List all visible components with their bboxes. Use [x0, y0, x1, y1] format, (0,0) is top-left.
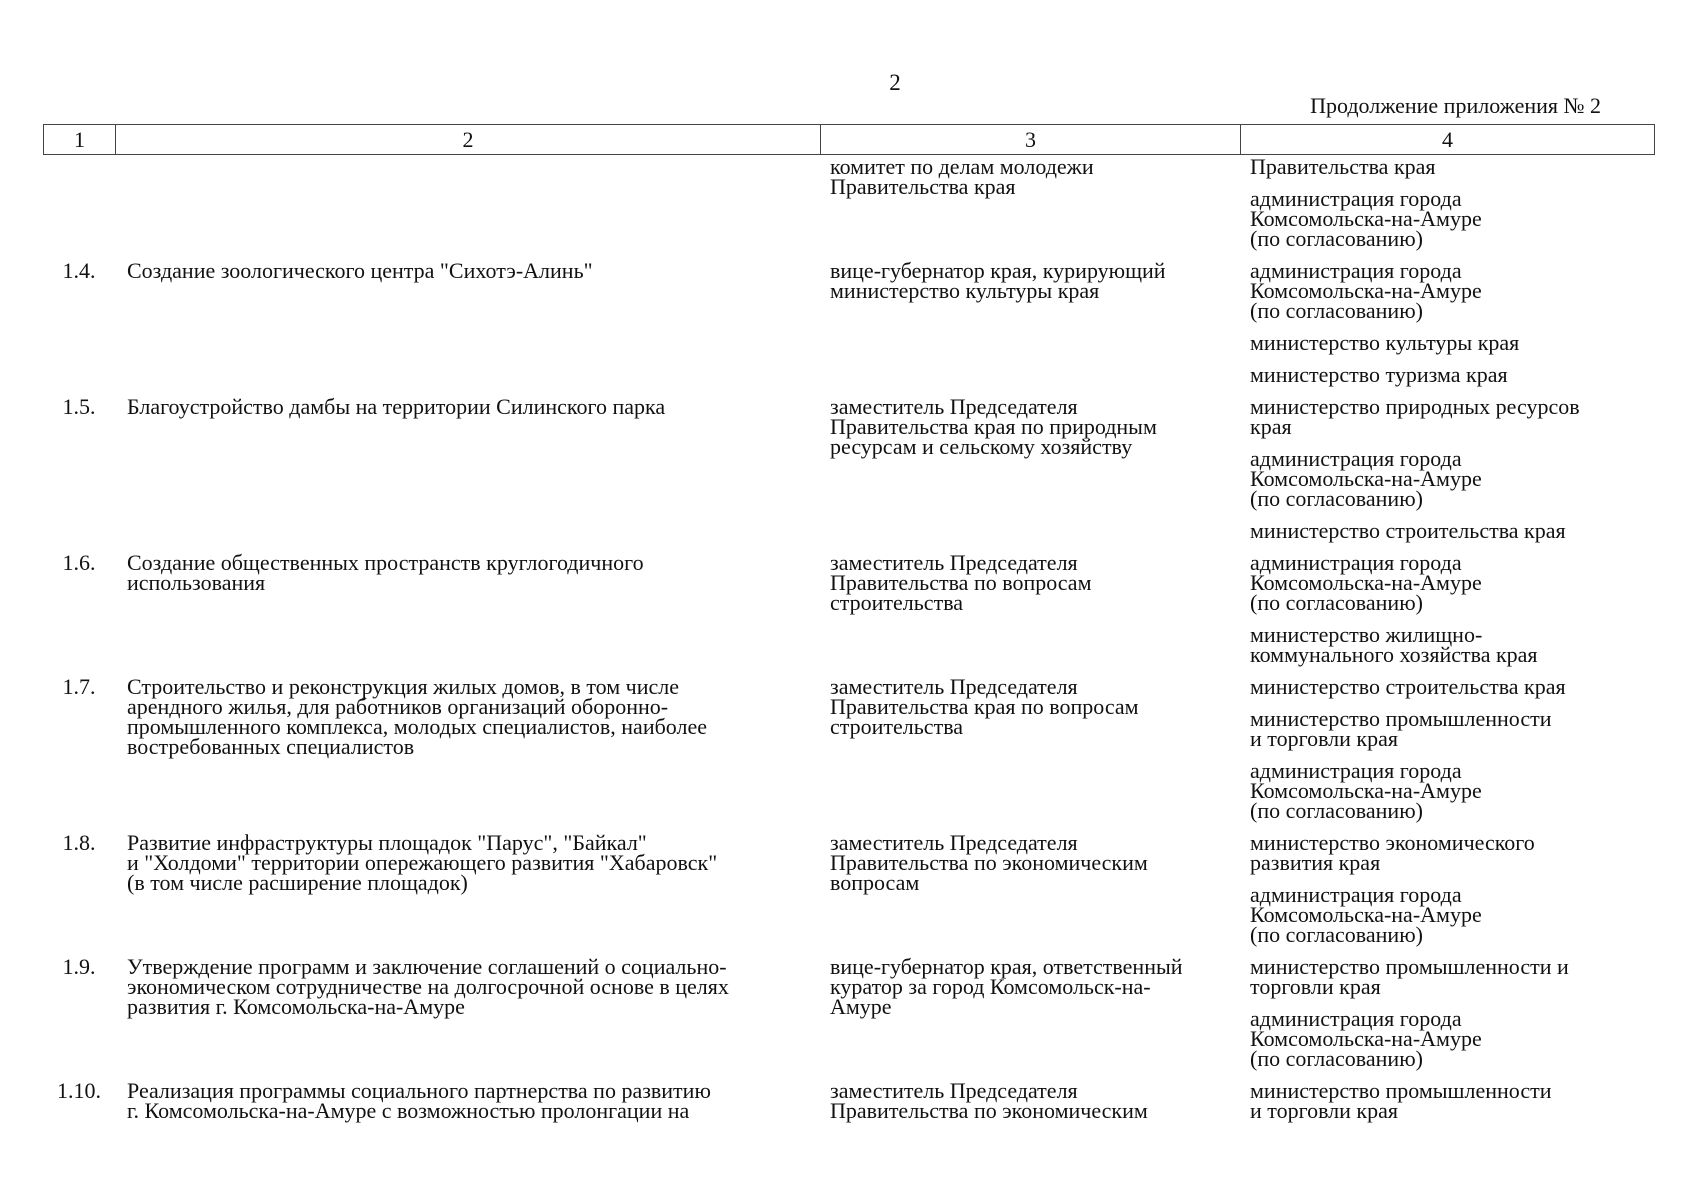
executor-line: края [1250, 414, 1292, 439]
responsible-official [820, 394, 1240, 459]
responsible-official [820, 830, 1240, 895]
responsible-line: ресурсам и сельскому хозяйству [830, 434, 1133, 459]
responsible-line: заместитель Председателя [830, 674, 1078, 699]
executor-line: (по согласованию) [1250, 798, 1423, 823]
responsible-official [820, 1078, 1240, 1123]
page-number: 2 [889, 70, 901, 95]
executor-line: и торговли края [1250, 1098, 1398, 1123]
executors [1240, 954, 1655, 1071]
item-name-line: и "Холдоми" территории опережающего развития "Хабаровск" [127, 850, 718, 875]
responsible-line: заместитель Председателя [830, 550, 1078, 575]
header-col-2: 2 [116, 125, 821, 154]
item-name [115, 674, 820, 759]
executor-line: министерство строительства края [1250, 674, 1566, 699]
item-name [115, 394, 820, 419]
executor-entry [1250, 830, 1645, 875]
responsible-official [820, 674, 1240, 739]
executor-line: администрация города [1250, 186, 1462, 211]
item-name [115, 1078, 820, 1123]
executors [1240, 394, 1655, 543]
executor-entry [1250, 394, 1645, 439]
item-name [115, 830, 820, 895]
executor-line: министерство культуры края [1250, 330, 1520, 355]
executor-entry [1250, 154, 1645, 179]
responsible-line: куратор за город Комсомольск-на- [830, 974, 1151, 999]
table-row [43, 154, 1655, 251]
executor-entry [1250, 1006, 1645, 1071]
executor-line: администрация города [1250, 446, 1462, 471]
item-name-line: г. Комсомольска-на-Амуре с возможностью пролонгации на [127, 1098, 690, 1123]
item-name-line: Развитие инфраструктуры площадок "Парус", "Байкал" [127, 830, 647, 855]
responsible-line: комитет по делам молодежи [830, 154, 1094, 179]
executor-entry [1250, 758, 1645, 823]
item-name-line: (в том числе расширение площадок) [127, 870, 468, 895]
executor-line: администрация города [1250, 1006, 1462, 1031]
item-number: 1.9. [62, 954, 96, 979]
item-number: 1.7. [62, 674, 96, 699]
table-row [43, 258, 1655, 387]
responsible-official [820, 154, 1240, 199]
executor-line: Комсомольска-на-Амуре [1250, 466, 1482, 491]
table-row [43, 550, 1655, 667]
executors [1240, 258, 1655, 387]
responsible-official [820, 550, 1240, 615]
item-number: 1.5. [62, 394, 96, 419]
executor-entry [1250, 330, 1645, 355]
executor-line: развития края [1250, 850, 1381, 875]
responsible-line: строительства [830, 714, 964, 739]
executor-line: (по согласованию) [1250, 1046, 1423, 1071]
responsible-line: Правительства края по вопросам [830, 694, 1139, 719]
item-name-line: экономическом сотрудничестве на долгосрочной основе в целях [127, 974, 729, 999]
executor-entry [1250, 550, 1645, 615]
item-number: 1.6. [62, 550, 96, 575]
executor-line: министерство туризма края [1250, 362, 1508, 387]
executor-line: министерство промышленности и [1250, 954, 1569, 979]
executor-line: Комсомольска-на-Амуре [1250, 206, 1482, 231]
executor-entry [1250, 706, 1645, 751]
executor-line: торговли края [1250, 974, 1381, 999]
executor-line: Комсомольска-на-Амуре [1250, 902, 1482, 927]
table-row [43, 830, 1655, 947]
item-name-line: использования [127, 570, 266, 595]
responsible-line: Правительства по вопросам [830, 570, 1092, 595]
responsible-line: строительства [830, 590, 964, 615]
header-col-3: 3 [821, 125, 1241, 154]
executor-entry [1250, 1078, 1645, 1123]
executors [1240, 674, 1655, 823]
executors [1240, 1078, 1655, 1123]
item-name-line: Реализация программы социального партнерства по развитию [127, 1078, 711, 1103]
table-row [43, 1078, 1655, 1123]
executor-line: Комсомольска-на-Амуре [1250, 570, 1482, 595]
executor-entry [1250, 362, 1645, 387]
responsible-line: заместитель Председателя [830, 1078, 1078, 1103]
executor-line: (по согласованию) [1250, 486, 1423, 511]
table-row [43, 954, 1655, 1071]
executor-line: министерство строительства края [1250, 518, 1566, 543]
executor-entry [1250, 674, 1645, 699]
executor-line: администрация города [1250, 758, 1462, 783]
executor-entry [1250, 258, 1645, 323]
executor-entry [1250, 954, 1645, 999]
table-row [43, 674, 1655, 823]
responsible-line: заместитель Председателя [830, 830, 1078, 855]
responsible-line: вице-губернатор края, ответственный [830, 954, 1183, 979]
executor-entry [1250, 622, 1645, 667]
executor-line: (по согласованию) [1250, 590, 1423, 615]
executor-line: Комсомольска-на-Амуре [1250, 1026, 1482, 1051]
executor-line: (по согласованию) [1250, 298, 1423, 323]
executor-line: Комсомольска-на-Амуре [1250, 778, 1482, 803]
item-number: 1.4. [62, 258, 96, 283]
executor-entry [1250, 882, 1645, 947]
executor-line: министерство жилищно- [1250, 622, 1483, 647]
executors [1240, 154, 1655, 251]
executor-entry [1250, 518, 1645, 543]
executor-line: (по согласованию) [1250, 922, 1423, 947]
executor-line: и торговли края [1250, 726, 1398, 751]
header-col-4: 4 [1442, 126, 1453, 152]
item-name-line: Создание зоологического центра "Сихотэ-Алинь" [127, 258, 593, 283]
responsible-official [820, 258, 1240, 303]
item-name-line: Благоустройство дамбы на территории Силинского парка [127, 394, 666, 419]
item-name-line: Создание общественных пространств круглогодичного [127, 550, 644, 575]
responsible-line: Правительства по экономическим [830, 1098, 1148, 1123]
executor-line: администрация города [1250, 550, 1462, 575]
executor-line: министерство природных ресурсов [1250, 394, 1580, 419]
executor-line: министерство промышленности [1250, 1078, 1552, 1103]
continuation-label: Продолжение приложения № 2 [1310, 93, 1601, 118]
responsible-line: заместитель Председателя [830, 394, 1078, 419]
executors [1240, 830, 1655, 947]
responsible-line: Правительства края [830, 174, 1016, 199]
executor-line: Правительства края [1250, 154, 1436, 179]
item-name [115, 550, 820, 595]
executor-entry [1250, 186, 1645, 251]
executor-line: Комсомольска-на-Амуре [1250, 278, 1482, 303]
item-name-line: промышленного комплекса, молодых специалистов, наиболее [127, 714, 708, 739]
executor-line: коммунального хозяйства края [1250, 642, 1538, 667]
item-name-line: Строительство и реконструкция жилых домов, в том числе [127, 674, 680, 699]
item-name-line: востребованных специалистов [127, 734, 415, 759]
executors [1240, 550, 1655, 667]
executor-line: администрация города [1250, 258, 1462, 283]
responsible-line: Амуре [830, 994, 892, 1019]
item-name-line: арендного жилья, для работников организаций оборонно- [127, 694, 669, 719]
item-number: 1.10. [57, 1078, 101, 1103]
executor-line: министерство промышленности [1250, 706, 1552, 731]
responsible-line: министерство культуры края [830, 278, 1100, 303]
responsible-line: вопросам [830, 870, 920, 895]
item-name [115, 258, 820, 283]
table-row [43, 394, 1655, 543]
header-col-1: 1 [44, 125, 116, 154]
executor-entry [1250, 446, 1645, 511]
executor-line: администрация города [1250, 882, 1462, 907]
item-number: 1.8. [62, 830, 96, 855]
responsible-line: Правительства по экономическим [830, 850, 1148, 875]
item-name-line: развития г. Комсомольска-на-Амуре [127, 994, 465, 1019]
executor-line: министерство экономического [1250, 830, 1535, 855]
responsible-line: Правительства края по природным [830, 414, 1157, 439]
table-body [43, 154, 1655, 1133]
table-header [43, 124, 1655, 155]
responsible-official [820, 954, 1240, 1019]
item-name [115, 954, 820, 1019]
responsible-line: вице-губернатор края, курирующий [830, 258, 1166, 283]
executor-line: (по согласованию) [1250, 226, 1423, 251]
item-name-line: Утверждение программ и заключение соглашений о социально- [127, 954, 727, 979]
